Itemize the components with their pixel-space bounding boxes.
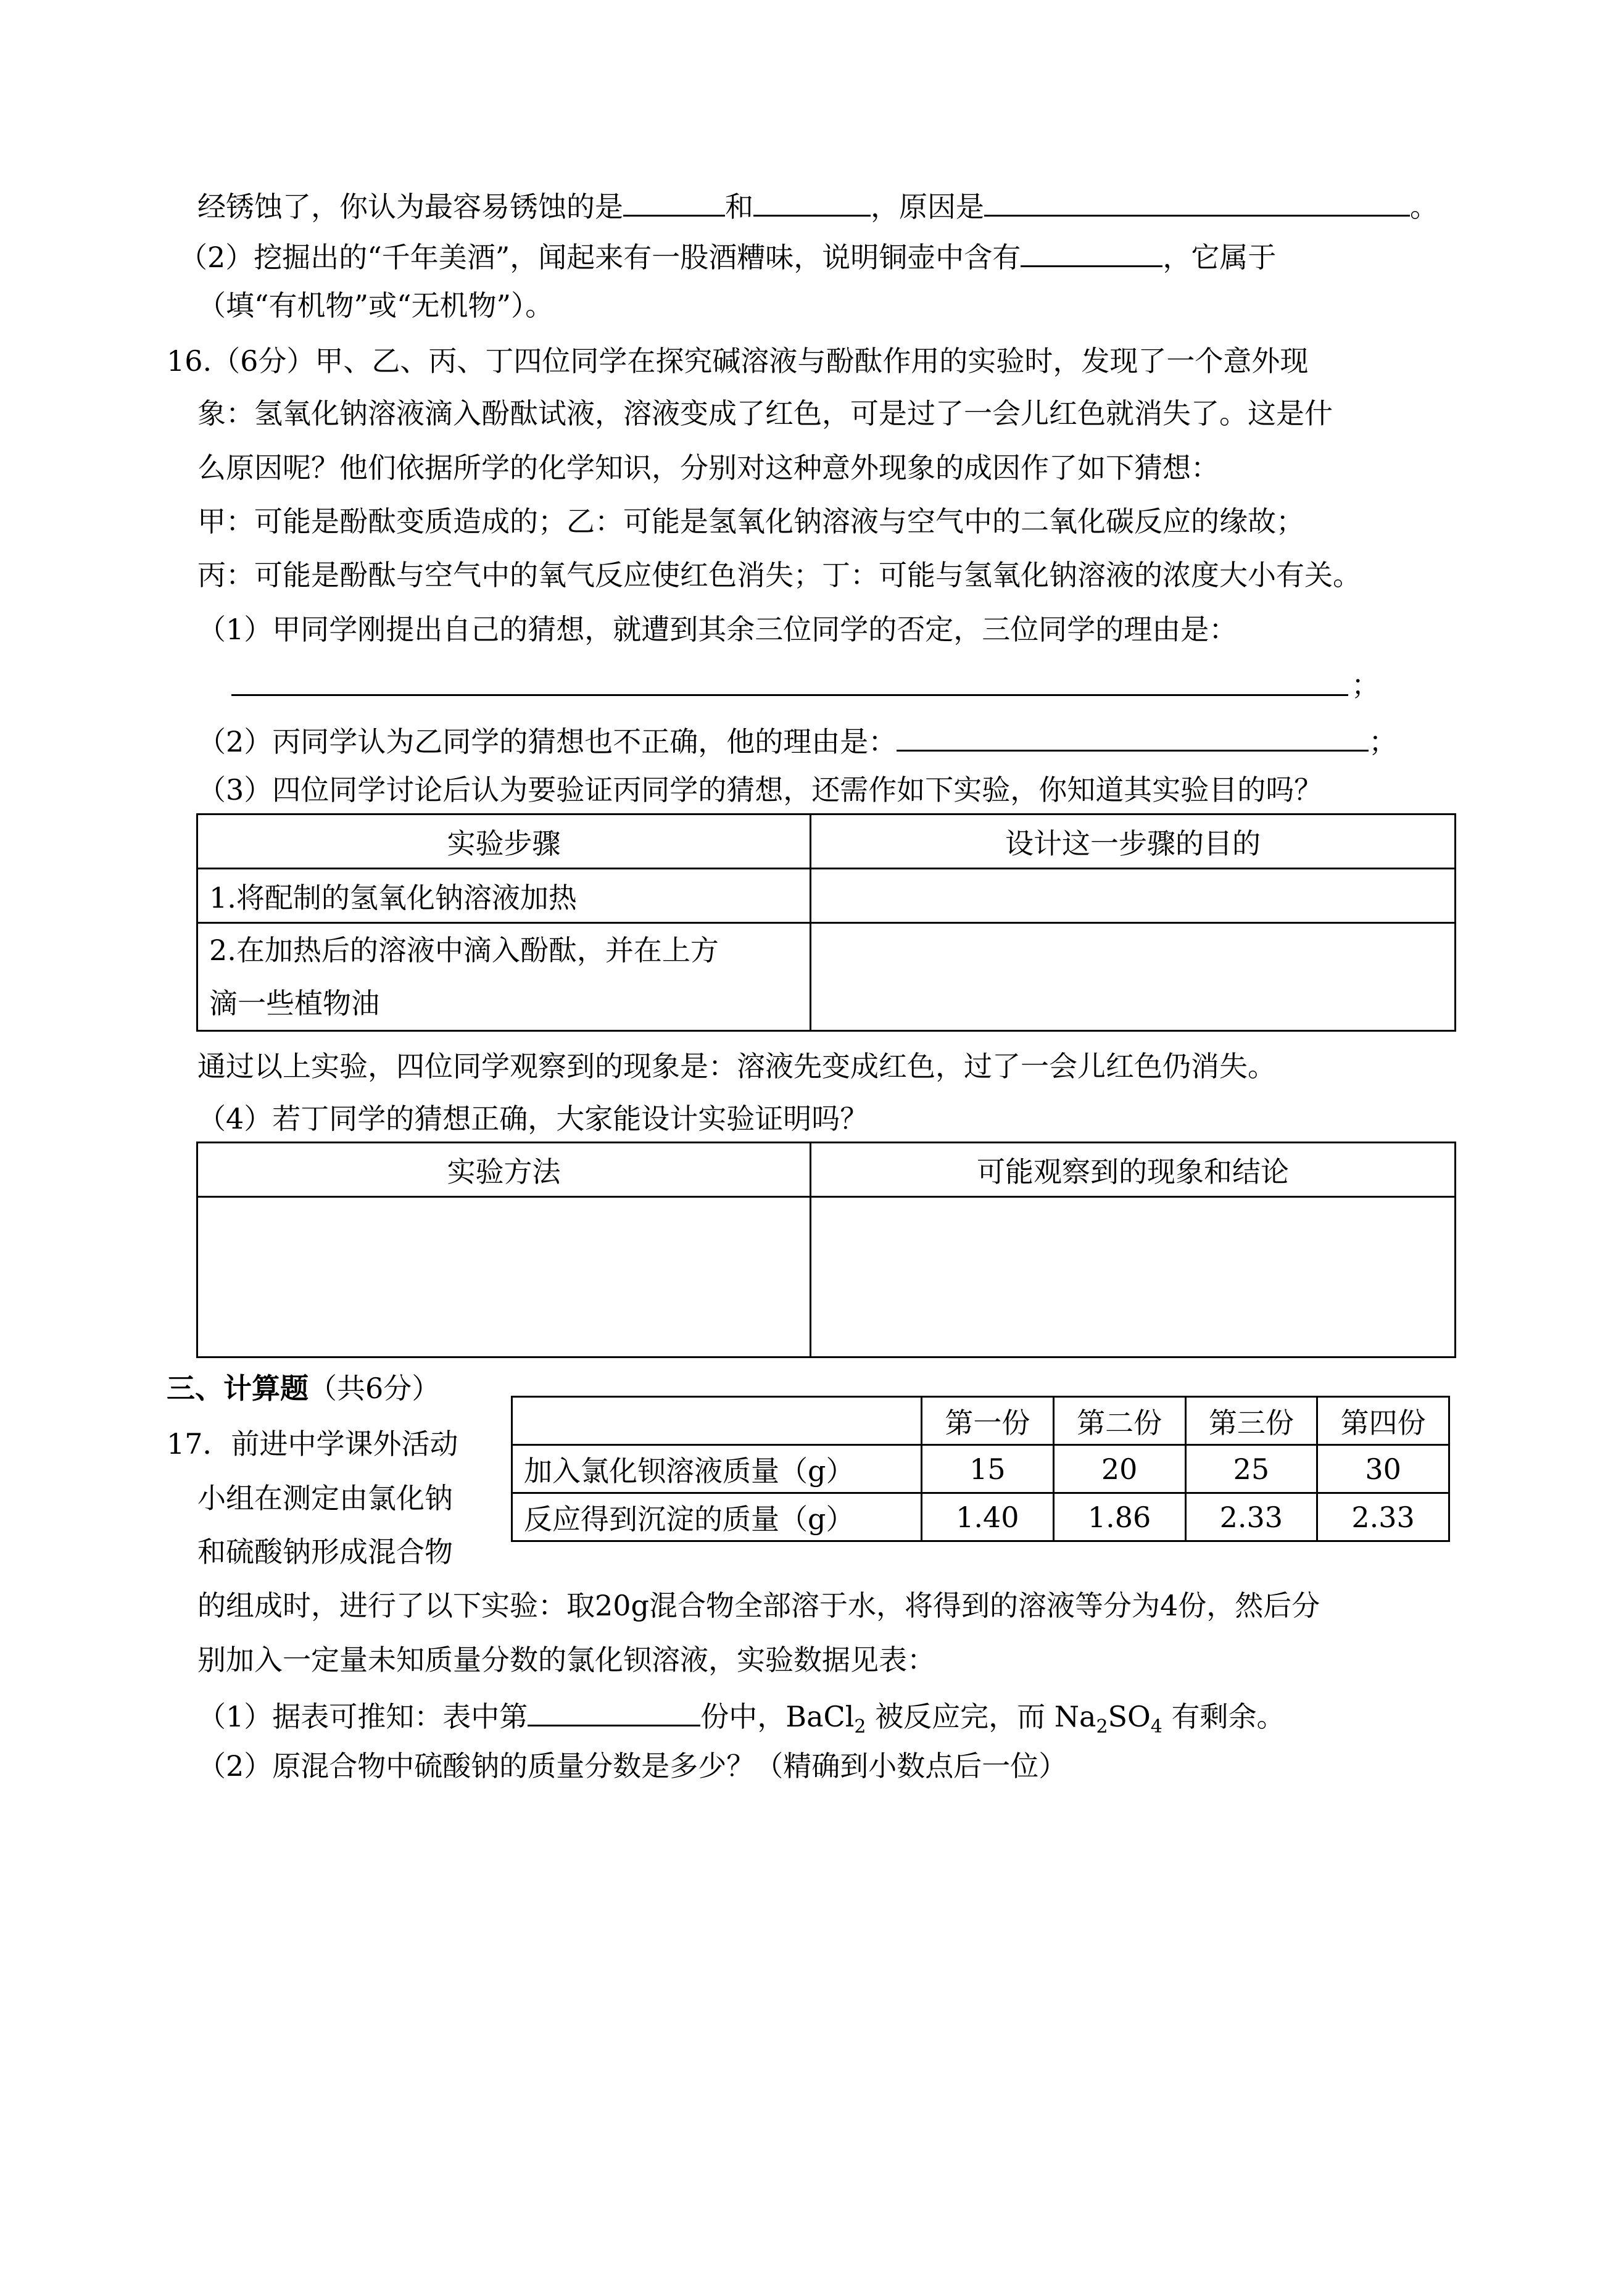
data-table-cell: 30 xyxy=(1317,1445,1449,1493)
q16-part-4: （4）若丁同学的猜想正确，大家能设计实验证明吗？ xyxy=(197,1102,869,1135)
table1-purpose-1[interactable] xyxy=(811,869,1456,923)
q16-intro-2: 象：氢氧化钠溶液滴入酚酞试液，溶液变成了红色，可是过了一会儿红色就消失了。这是什 xyxy=(197,397,1333,430)
q17-line-3: 和硫酸钠形成混合物 xyxy=(197,1535,453,1569)
q17-line-5: 别加入一定量未知质量分数的氯化钡溶液，实验数据见表： xyxy=(197,1643,935,1676)
data-table xyxy=(511,1396,1450,1542)
q16-intro-1: 16.（6分）甲、乙、丙、丁四位同学在探究碱溶液与酚酞作用的实验时，发现了一个意外现 xyxy=(167,344,1309,378)
data-table-cell: 1.86 xyxy=(1053,1493,1185,1541)
q15-line1: 经锈蚀了，你认为最容易锈蚀的是 和 ，原因是 。 xyxy=(197,184,1438,225)
q16-guess-2: 丙：可能是酚酞与空气中的氧气反应使红色消失；丁：可能与氢氧化钠溶液的浓度大小有关。 xyxy=(197,558,1361,592)
data-table-header-4: 第四份 xyxy=(1317,1397,1449,1445)
data-table-cell: 2.33 xyxy=(1317,1493,1449,1541)
answer-blank-1[interactable] xyxy=(623,184,725,217)
q16-observation: 通过以上实验，四位同学观察到的现象是：溶液先变成红色，过了一会儿红色仍消失。 xyxy=(197,1050,1276,1083)
data-table-cell: 25 xyxy=(1185,1445,1317,1493)
section-3-heading: 三、计算题（共6分） xyxy=(167,1372,441,1405)
answer-blank-q17[interactable] xyxy=(528,1694,700,1726)
data-table-row-label-2: 反应得到沉淀的质量（g） xyxy=(512,1493,922,1541)
answer-line-p1[interactable] xyxy=(231,694,1348,696)
q17-question-2: （2）原混合物中硫酸钠的质量分数是多少？（精确到小数点后一位） xyxy=(197,1749,1067,1783)
answer-blank-4[interactable] xyxy=(1021,234,1162,267)
q17-line-2: 小组在测定由氯化钠 xyxy=(197,1482,453,1515)
data-table-cell: 1.40 xyxy=(922,1493,1054,1541)
q16-part-3: （3）四位同学讨论后认为要验证丙同学的猜想，还需作如下实验，你知道其实验目的吗？ xyxy=(197,773,1323,806)
answer-blank-p2[interactable] xyxy=(897,719,1369,752)
data-table-header-3: 第三份 xyxy=(1185,1397,1317,1445)
table1-header-step: 实验步骤 xyxy=(197,814,811,869)
q16-part-2: （2）丙同学认为乙同学的猜想也不正确，他的理由是： ； xyxy=(197,719,1397,760)
table2-header-method: 实验方法 xyxy=(197,1143,811,1197)
data-table-row-label-1: 加入氯化钡溶液质量（g） xyxy=(512,1445,922,1493)
data-table-cell: 15 xyxy=(922,1445,1054,1493)
data-table-corner xyxy=(512,1397,922,1445)
q15-line3: （填“有机物”或“无机物”）。 xyxy=(197,289,554,322)
q17-question-1: （1）据表可推知：表中第 份中，BaCl$_2$ 被反应完，而 $Na_2SO_4$ 有剩余。 xyxy=(197,1694,1285,1746)
q15-line2: （2）挖掘出的“千年美酒”，闻起来有一股酒糟味，说明铜壶中含有 ，它属于 xyxy=(179,234,1276,276)
q17-line-4: 的组成时，进行了以下实验：取20g混合物全部溶于水，将得到的溶液等分为4份，然后分 xyxy=(197,1589,1320,1622)
table2-header-result: 可能观察到的现象和结论 xyxy=(811,1143,1456,1197)
table1-step-1: 1.将配制的氢氧化钠溶液加热 xyxy=(197,869,811,923)
q16-part-1: （1）甲同学刚提出自己的猜想，就遭到其余三位同学的否定，三位同学的理由是： xyxy=(197,613,1238,646)
answer-blank-3[interactable] xyxy=(984,184,1410,217)
table1-step-2: 2.在加热后的溶液中滴入酚酞，并在上方 滴一些植物油 xyxy=(197,923,811,1031)
data-table-header-1: 第一份 xyxy=(922,1397,1054,1445)
q16-guess-1: 甲：可能是酚酞变质造成的；乙：可能是氢氧化钠溶液与空气中的二氧化碳反应的缘故； xyxy=(197,505,1304,538)
data-table-header-2: 第二份 xyxy=(1053,1397,1185,1445)
experiment-table-1 xyxy=(196,813,1456,1032)
q17-line-1: 17．前进中学课外活动 xyxy=(167,1427,458,1461)
table2-result-cell[interactable] xyxy=(811,1197,1456,1357)
table2-method-cell[interactable] xyxy=(197,1197,811,1357)
q16-p1-end: ； xyxy=(1351,668,1380,702)
table1-purpose-2[interactable] xyxy=(811,923,1456,1031)
answer-blank-2[interactable] xyxy=(753,184,871,217)
data-table-cell: 2.33 xyxy=(1185,1493,1317,1541)
table1-header-purpose: 设计这一步骤的目的 xyxy=(811,814,1456,869)
q16-intro-3: 么原因呢？他们依据所学的化学知识，分别对这种意外现象的成因作了如下猜想： xyxy=(197,451,1219,484)
experiment-table-2 xyxy=(196,1142,1456,1358)
data-table-cell: 20 xyxy=(1053,1445,1185,1493)
